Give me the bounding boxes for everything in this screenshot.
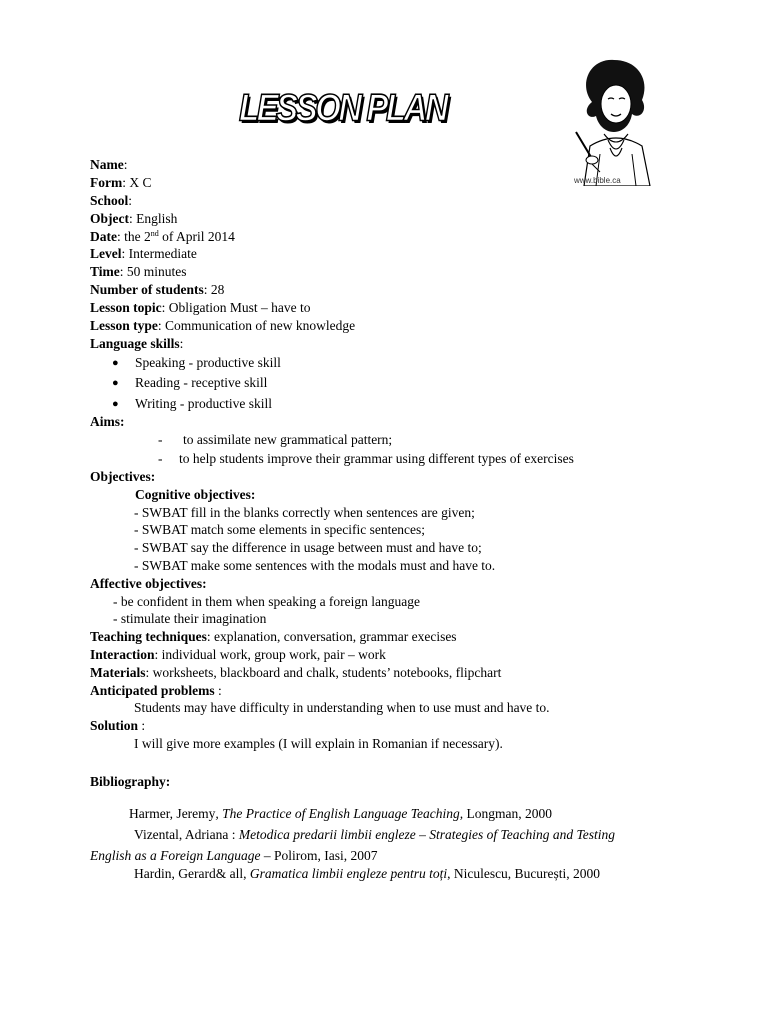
- cognitive-item: - SWBAT fill in the blanks correctly when sentences are given;: [134, 505, 475, 520]
- techniques-line: Teaching techniques: explanation, conversation, grammar execises: [90, 629, 457, 644]
- affective-item: - be confident in them when speaking a foreign language: [113, 594, 421, 609]
- aim-item: to assimilate new grammatical pattern;: [183, 432, 393, 447]
- bullet-icon: ●: [112, 357, 119, 369]
- bibliography-entry: Vizental, Adriana : Metodica predarii limbii engleze – Strategies of Teaching and Testing: [134, 827, 616, 842]
- interaction-line: Interaction: individual work, group work, pair – work: [90, 647, 386, 662]
- bibliography-entry: Harmer, Jeremy, The Practice of English Language Teaching, Longman, 2000: [129, 806, 553, 821]
- objectives-heading: Objectives:: [90, 469, 156, 484]
- bibliography-heading: Bibliography:: [90, 774, 171, 789]
- problems-line: Anticipated problems :: [90, 683, 222, 698]
- name-line: Name:: [90, 157, 128, 172]
- clipart-watermark: www.bible.ca: [574, 176, 621, 185]
- problems-text: Students may have difficulty in understanding when to use must and have to.: [134, 700, 550, 715]
- skill-item: Speaking - productive skill: [135, 355, 281, 370]
- skill-item: Reading - receptive skill: [135, 375, 268, 390]
- dash-marker: -: [158, 451, 163, 466]
- date-line: Date: the 2nd of April 2014: [90, 229, 235, 244]
- object-line: Object: English: [90, 211, 178, 226]
- time-line: Time: 50 minutes: [90, 264, 187, 279]
- skills-line: Language skills:: [90, 336, 184, 351]
- lesson-plan-title: LESSON PLAN: [239, 86, 447, 129]
- bullet-icon: ●: [112, 377, 119, 389]
- solution-text: I will give more examples (I will explain in Romanian if necessary).: [134, 736, 503, 751]
- topic-line: Lesson topic: Obligation Must – have to: [90, 300, 311, 315]
- affective-heading: Affective objectives:: [90, 576, 207, 591]
- materials-line: Materials: worksheets, blackboard and chalk, students’ notebooks, flipchart: [90, 665, 502, 680]
- cognitive-item: - SWBAT match some elements in specific sentences;: [134, 522, 426, 537]
- dash-marker: -: [158, 432, 163, 447]
- cognitive-item: - SWBAT make some sentences with the modals must and have to.: [134, 558, 496, 573]
- students-line: Number of students: 28: [90, 282, 225, 297]
- cognitive-heading: Cognitive objectives:: [135, 487, 256, 502]
- school-line: School:: [90, 193, 133, 208]
- solution-line: Solution :: [90, 718, 146, 733]
- woman-writing-clipart: [570, 54, 662, 186]
- aims-heading: Aims:: [90, 414, 125, 429]
- affective-item: - stimulate their imagination: [113, 611, 267, 626]
- cognitive-item: - SWBAT say the difference in usage between must and have to;: [134, 540, 482, 555]
- skill-item: Writing - productive skill: [135, 396, 273, 411]
- level-line: Level: Intermediate: [90, 246, 197, 261]
- bibliography-entry-continued: English as a Foreign Language – Polirom, Iasi, 2007: [90, 848, 378, 863]
- type-line: Lesson type: Communication of new knowledge: [90, 318, 356, 333]
- bullet-icon: ●: [112, 398, 119, 410]
- aim-item: to help students improve their grammar using different types of exercises: [179, 451, 574, 466]
- form-line: Form: X C: [90, 175, 152, 190]
- bibliography-entry: Hardin, Gerard& all, Gramatica limbii engleze pentru toți, Niculescu, București, 2000: [134, 866, 601, 881]
